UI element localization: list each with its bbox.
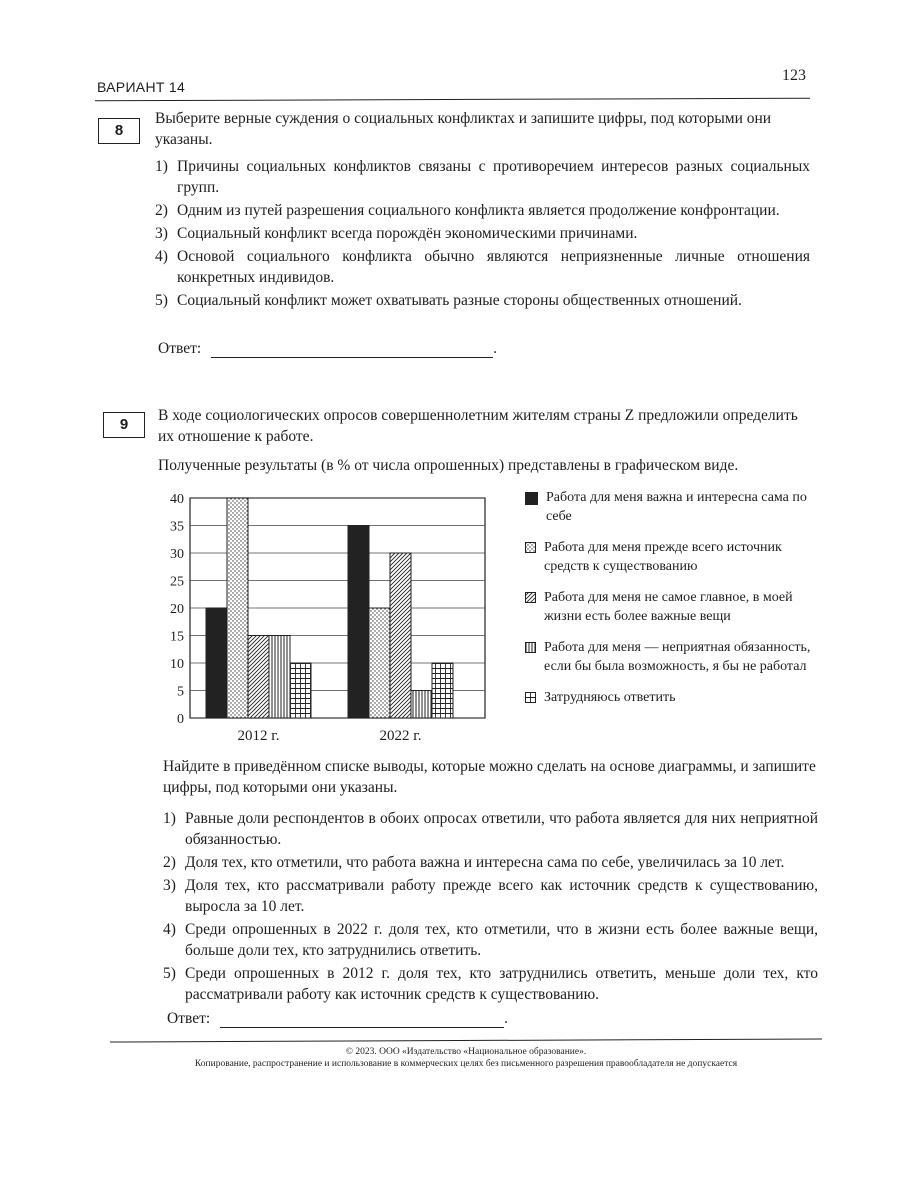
legend-item: Работа для меня важна и интересна сама по себе [525,488,815,526]
bar-0-2 [248,636,269,719]
task-9-question: Найдите в приведённом списке выводы, которые можно сделать на основе диаграммы, и запишите цифры, под которыми они указаны. [163,758,816,796]
x-category-label: 2012 г. [237,728,280,744]
task-8 [155,108,810,313]
list-item: 4) Среди опрошенных в 2022 г. доля тех, кто отметили, что в жизни есть более важные вещи, больше доли тех, кто затруднились ответить. [163,921,818,959]
answer-label: Ответ: [158,340,202,357]
task-9-answer: Ответ: . [167,1010,509,1027]
y-tick-label: 40 [170,492,184,507]
copyright: © 2023. ООО «Издательство «Национальное образование». [345,1047,587,1057]
footer-divider [110,1038,822,1042]
list-item: 3) Социальный конфликт всегда порождён экономическими причинами. [155,225,638,242]
list-item: 2) Доля тех, кто отметили, что работа важна и интересна сама по себе, увеличилась за 10 лет. [163,854,785,871]
bar-1-1 [369,608,390,718]
y-tick-label: 0 [177,712,184,727]
legend-item: Работа для меня не самое главное, в моей жизни есть более важные вещи [525,588,815,626]
task-9-questions [163,756,818,1007]
copy-notice: Копирование, распространение и использование в коммерческих целях без письменного разрешения правообладателя не допускается [194,1059,738,1069]
legend-swatch [525,592,536,603]
task-9-number-box: 9 [103,412,145,438]
footer [110,1046,822,1070]
y-tick-label: 35 [170,519,184,535]
bar-1-4 [432,663,453,718]
chart-legend [525,488,815,719]
y-tick-label: 20 [170,602,184,617]
bar-chart [160,488,500,748]
task-8-options [155,156,810,311]
legend-swatch [525,692,536,703]
y-tick-label: 15 [170,629,184,645]
variant-title: ВАРИАНТ 14 [97,79,186,95]
header-divider [95,98,810,101]
legend-item: Работа для меня прежде всего источник средств к существованию [525,538,815,576]
task-9-intro-text: В ходе социологических опросов совершеннолетним жителям страны Z предложили определить их отношение к работе. [158,407,798,445]
bar-1-3 [411,691,432,719]
y-tick-label: 25 [170,574,184,590]
bar-chart-svg [160,488,500,748]
list-item: 5) Среди опрошенных в 2012 г. доля тех, кто затруднились ответить, меньше доли тех, кто рассматривали работу как источник средств к существованию. [163,965,818,1003]
bar-1-0 [348,526,369,719]
task-8-answer: Ответ: . [158,340,498,357]
answer-line[interactable] [220,1013,504,1028]
answer-label: Ответ: [167,1010,211,1027]
legend-swatch [525,642,536,653]
y-tick-label: 5 [177,684,184,700]
bar-1-2 [390,553,411,718]
task-9-intro [158,405,813,482]
bar-0-3 [269,636,290,719]
answer-line[interactable] [211,343,493,358]
task-8-number-box: 8 [98,118,140,144]
bar-0-4 [290,663,311,718]
x-category-label: 2022 г. [379,728,422,744]
page-number: 123 [782,67,806,84]
list-item: 1) Причины социальных конфликтов связаны с противоречием интересов разных социальных групп. [155,158,810,196]
list-item: 2) Одним из путей разрешения социального конфликта является продолжение конфронтации. [155,202,780,219]
list-item: 1) Равные доли респондентов в обоих опросах ответили, что работа является для них неприятной обязанностью. [163,810,818,848]
list-item: 5) Социальный конфликт может охватывать разные стороны общественных отношений. [155,292,742,309]
y-tick-label: 10 [170,657,184,672]
task-9-intro-text-2: Полученные результаты (в % от числа опрошенных) представлены в графическом виде. [158,457,739,474]
list-item: 4) Основой социального конфликта обычно являются неприязненные личные отношения конкретных индивидов. [155,248,810,286]
legend-swatch [525,542,536,553]
list-item: 3) Доля тех, кто рассматривали работу прежде всего как источник средств к существованию, выросла за 10 лет. [163,877,818,915]
bar-0-1 [227,498,248,718]
y-tick-label: 30 [170,547,184,562]
bar-0-0 [206,608,227,718]
task-8-prompt: Выберите верные суждения о социальных конфликтах и запишите цифры, под которыми они указаны. [155,110,772,148]
legend-item: Затрудняюсь ответить [525,688,815,707]
legend-item: Работа для меня — неприятная обязанность, если бы была возможность, я бы не работал [525,638,815,676]
task-9-options [163,808,818,1005]
legend-swatch [525,492,538,505]
